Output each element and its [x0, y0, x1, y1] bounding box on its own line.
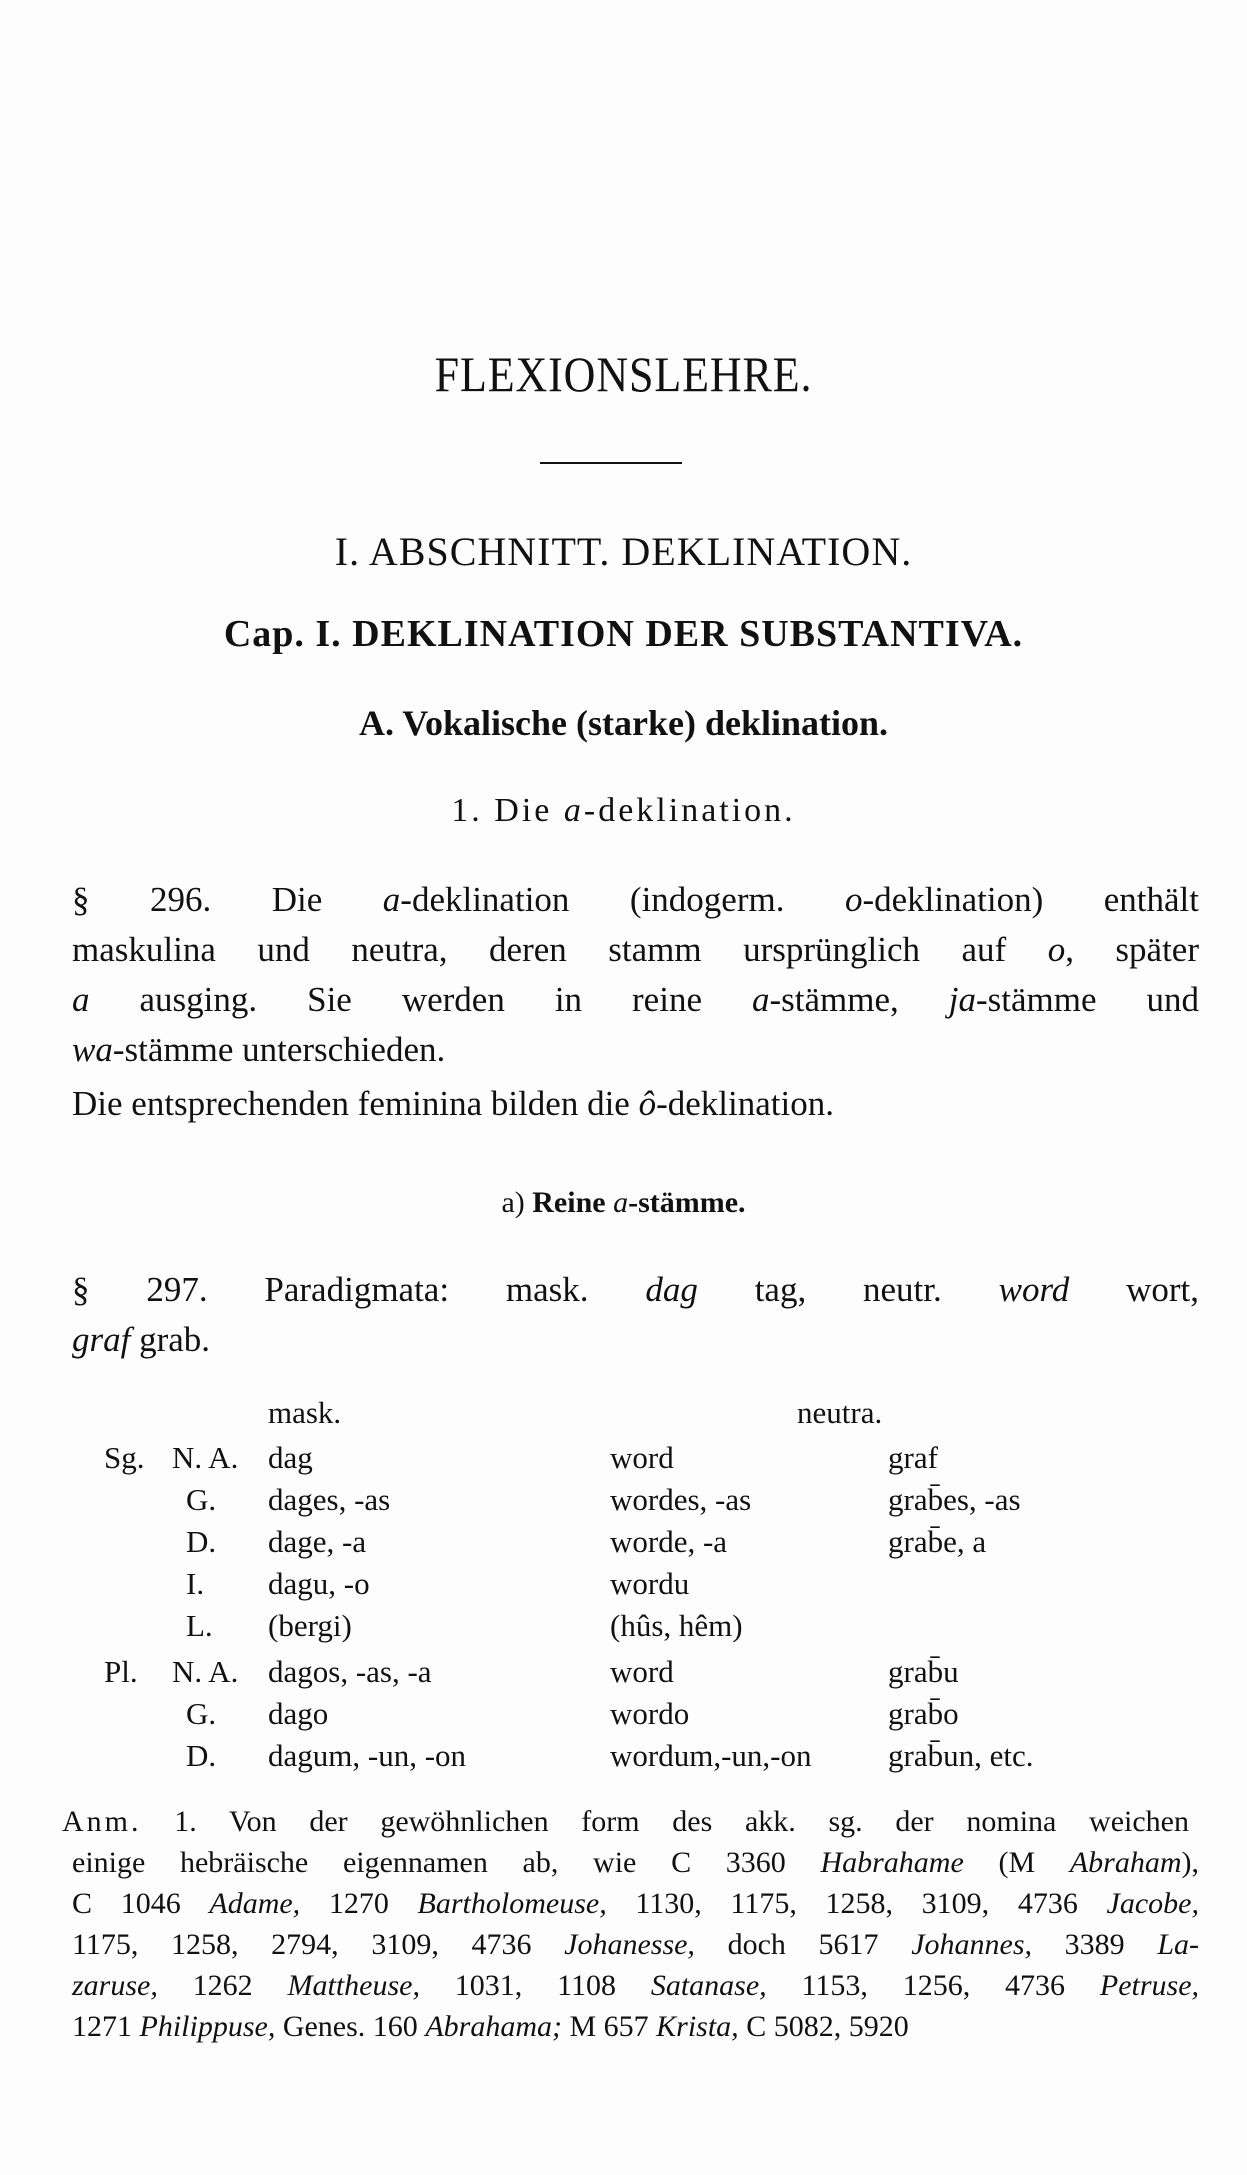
table-cell-case: G.: [186, 1696, 217, 1731]
text-segment: (M: [963, 1846, 1070, 1879]
italic-text: word: [998, 1270, 1070, 1309]
text-line: [72, 1928, 1199, 1962]
table-cell-graf: grab̄u: [888, 1654, 959, 1689]
table-cell-graf: grab̄un, etc.: [888, 1738, 1034, 1773]
page-title: FLEXIONSLEHRE.: [434, 346, 813, 402]
table-cell-mask: dag: [268, 1440, 313, 1475]
title-rule: [540, 462, 682, 464]
table-cell-mask: dago: [268, 1696, 329, 1731]
table-cell-mask: dagum, -un, -on: [268, 1738, 467, 1773]
text-segment: einige hebräische eigennamen ab, wie C 3360: [72, 1846, 821, 1879]
text-segment: -deklination.: [583, 792, 796, 829]
table-cell-graf: grab̄es, -as: [888, 1482, 1021, 1517]
text-segment: 1153, 1256, 4736: [766, 1969, 1100, 2002]
italic-text: Abraham: [1069, 1846, 1182, 1879]
text-segment: 1262: [157, 1969, 288, 2002]
text-segment: 1031, 1108: [419, 1969, 651, 2002]
italic-text: Satanase,: [650, 1969, 767, 2002]
italic-text: wa: [72, 1030, 113, 1069]
text-segment: ),: [1181, 1846, 1199, 1879]
table-cell-word: word: [610, 1654, 674, 1689]
table-cell-word: word: [610, 1440, 674, 1475]
italic-text: Jacobe,: [1106, 1887, 1199, 1920]
text-segment: 1. Die: [451, 792, 564, 829]
table-cell-word: wordum,-un,-on: [610, 1738, 812, 1773]
italic-text: a: [613, 1186, 629, 1219]
italic-text: La-: [1157, 1928, 1199, 1961]
table-cell-word: wordo: [610, 1696, 690, 1731]
italic-text: Bartholomeuse,: [417, 1887, 607, 1920]
text-segment: M 657: [561, 2010, 657, 2043]
italic-text: Habrahame: [820, 1846, 964, 1879]
italic-text: Philippuse,: [139, 2010, 276, 2043]
italic-text: Mattheuse,: [287, 1969, 420, 2002]
text-segment: -stämme.: [628, 1186, 746, 1219]
italic-text: o: [844, 880, 863, 919]
table-cell-case: N. A.: [172, 1440, 239, 1475]
text-line: [72, 1320, 1199, 1360]
text-segment: -deklination.: [656, 1084, 834, 1123]
table-cell-word: (hûs, hêm): [610, 1608, 743, 1643]
text-segment: -stämme und: [975, 980, 1199, 1019]
text-segment: -deklination) enthält: [862, 880, 1199, 919]
text-segment: Reine: [532, 1186, 614, 1219]
italic-text: ja: [948, 980, 976, 1019]
table-cell-mask: dages, -as: [268, 1482, 391, 1517]
italic-text: dag: [645, 1270, 698, 1309]
text-line: [72, 2010, 1199, 2044]
text-line: [62, 1805, 1189, 1839]
text-line: [72, 1846, 1199, 1880]
text-line: [72, 1969, 1199, 2003]
table-cell-graf: grab̄o: [888, 1696, 959, 1731]
text-line: [72, 1084, 1199, 1124]
text-segment: 1271: [72, 2010, 140, 2043]
text-segment: 3389: [1032, 1928, 1158, 1961]
text-segment: -deklination (indogerm.: [400, 880, 845, 919]
text-segment: 1. Von der gewöhnlichen form des akk. sg. der nomina weichen: [141, 1805, 1189, 1838]
italic-text: ô: [638, 1084, 657, 1123]
text-segment: ausging. Sie werden in reine: [89, 980, 752, 1019]
text-line: [72, 880, 1199, 920]
table-cell-mask: dage, -a: [268, 1524, 367, 1559]
text-segment: doch 5617: [694, 1928, 912, 1961]
italic-text: graf: [72, 1320, 131, 1359]
text-segment: C 1046: [72, 1887, 210, 1920]
text-segment: -stämme unterschieden.: [112, 1030, 446, 1069]
header-mask: mask.: [268, 1395, 342, 1430]
table-cell-mask: dagu, -o: [268, 1566, 370, 1601]
table-cell-word: worde, -a: [610, 1524, 728, 1559]
subheading: A. Vokalische (starke) deklination.: [358, 703, 889, 743]
text-segment: wort,: [1069, 1270, 1199, 1309]
text-segment: 1270: [300, 1887, 418, 1920]
table-cell-case: N. A.: [172, 1654, 239, 1689]
text-segment: tag, neutr.: [697, 1270, 999, 1309]
text-line: [72, 1030, 1199, 1070]
chapter-heading: Cap. I. DEKLINATION DER SUBSTANTIVA.: [223, 613, 1024, 655]
table-cell-case: L.: [186, 1608, 213, 1643]
text-segment: Genes. 160: [275, 2010, 426, 2043]
table-cell-mask: dagos, -as, -a: [268, 1654, 432, 1689]
text-line: [72, 1887, 1199, 1921]
subsection-heading: [0, 792, 1247, 830]
table-cell-case: D.: [186, 1738, 217, 1773]
italic-text: a: [563, 792, 584, 829]
table-cell-word: wordu: [610, 1566, 690, 1601]
italic-text: Abrahama;: [425, 2010, 562, 2043]
text-segment: Anm.: [62, 1805, 142, 1838]
text-line: [72, 930, 1199, 970]
text-segment: a): [501, 1186, 533, 1219]
table-cell-word: wordes, -as: [610, 1482, 752, 1517]
italic-text: Johanesse,: [564, 1928, 695, 1961]
section-heading: I. ABSCHNITT. DEKLINATION.: [334, 529, 913, 574]
text-line: [72, 1270, 1199, 1310]
table-cell-case: I.: [186, 1566, 205, 1601]
subsection-a-heading: [0, 1186, 1247, 1220]
italic-text: Krista,: [656, 2010, 739, 2043]
table-cell-num: Pl.: [104, 1654, 138, 1689]
italic-text: Adame,: [209, 1887, 301, 1920]
italic-text: Petruse,: [1099, 1969, 1200, 2002]
text-segment: § 297. Paradigmata: mask.: [72, 1270, 646, 1309]
italic-text: a: [382, 880, 401, 919]
text-segment: 1130, 1175, 1258, 3109, 4736: [606, 1887, 1107, 1920]
text-segment: Die entsprechenden feminina bilden die: [72, 1084, 639, 1123]
text-line: [72, 980, 1199, 1020]
table-cell-case: D.: [186, 1524, 217, 1559]
text-segment: 1175, 1258, 2794, 3109, 4736: [72, 1928, 565, 1961]
italic-text: Johannes,: [911, 1928, 1033, 1961]
italic-text: a: [72, 980, 90, 1019]
text-segment: § 296. Die: [72, 880, 383, 919]
text-segment: , später: [1065, 930, 1200, 969]
italic-text: o: [1047, 930, 1066, 969]
italic-text: a: [751, 980, 770, 1019]
table-cell-graf: graf: [888, 1440, 938, 1475]
italic-text: zaruse,: [72, 1969, 158, 2002]
table-cell-mask: (bergi): [268, 1608, 352, 1643]
text-segment: maskulina und neutra, deren stamm ursprünglich auf: [72, 930, 1048, 969]
table-cell-num: Sg.: [104, 1440, 145, 1475]
table-cell-case: G.: [186, 1482, 217, 1517]
text-segment: C 5082, 5920: [738, 2010, 909, 2043]
table-cell-graf: grab̄e, a: [888, 1524, 987, 1559]
text-segment: grab.: [130, 1320, 211, 1359]
header-neutra: neutra.: [797, 1395, 883, 1430]
text-segment: -stämme,: [769, 980, 949, 1019]
